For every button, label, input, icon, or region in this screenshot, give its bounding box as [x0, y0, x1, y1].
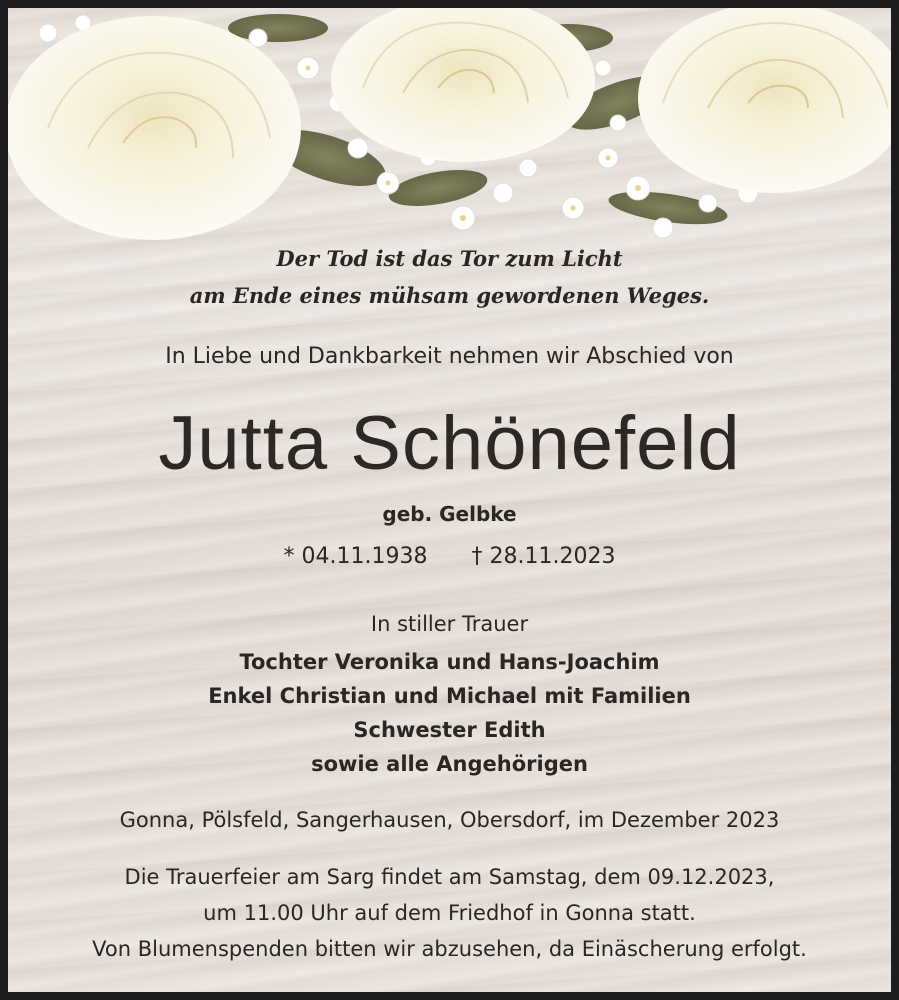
notice-line-3: Von Blumenspenden bitten wir abzusehen, da Einäscherung erfolgt.	[92, 937, 807, 961]
motto-line-2: am Ende eines mühsam gewordenen Weges.	[189, 283, 710, 308]
white-roses-image	[8, 8, 891, 268]
mourning-heading: In stiller Trauer	[370, 612, 529, 636]
family-member: sowie alle Angehörigen	[311, 752, 588, 776]
motto	[8, 240, 891, 314]
family-member: Tochter Veronika und Hans-Joachim	[239, 650, 660, 674]
death-date: † 28.11.2023	[471, 544, 616, 569]
family-member: Schwester Edith	[353, 718, 546, 742]
family-member: Enkel Christian und Michael mit Familien	[208, 684, 691, 708]
intro-text: In Liebe und Dankbarkeit nehmen wir Abschied von	[165, 344, 734, 369]
place-date: Gonna, Pölsfeld, Sangerhausen, Obersdorf, im Dezember 2023	[119, 808, 780, 832]
birth-date: * 04.11.1938	[283, 544, 428, 569]
birth-name: geb. Gelbke	[382, 502, 517, 526]
motto-line-1: Der Tod ist das Tor zum Licht	[276, 246, 623, 271]
family-list	[8, 645, 891, 781]
deceased-name: Jutta Schönefeld	[158, 401, 741, 486]
notice-line-1: Die Trauerfeier am Sarg findet am Samstag, dem 09.12.2023,	[124, 865, 775, 889]
life-dates	[8, 544, 891, 569]
notice-line-2: um 11.00 Uhr auf dem Friedhof in Gonna statt.	[203, 901, 696, 925]
funeral-notice	[8, 859, 891, 967]
